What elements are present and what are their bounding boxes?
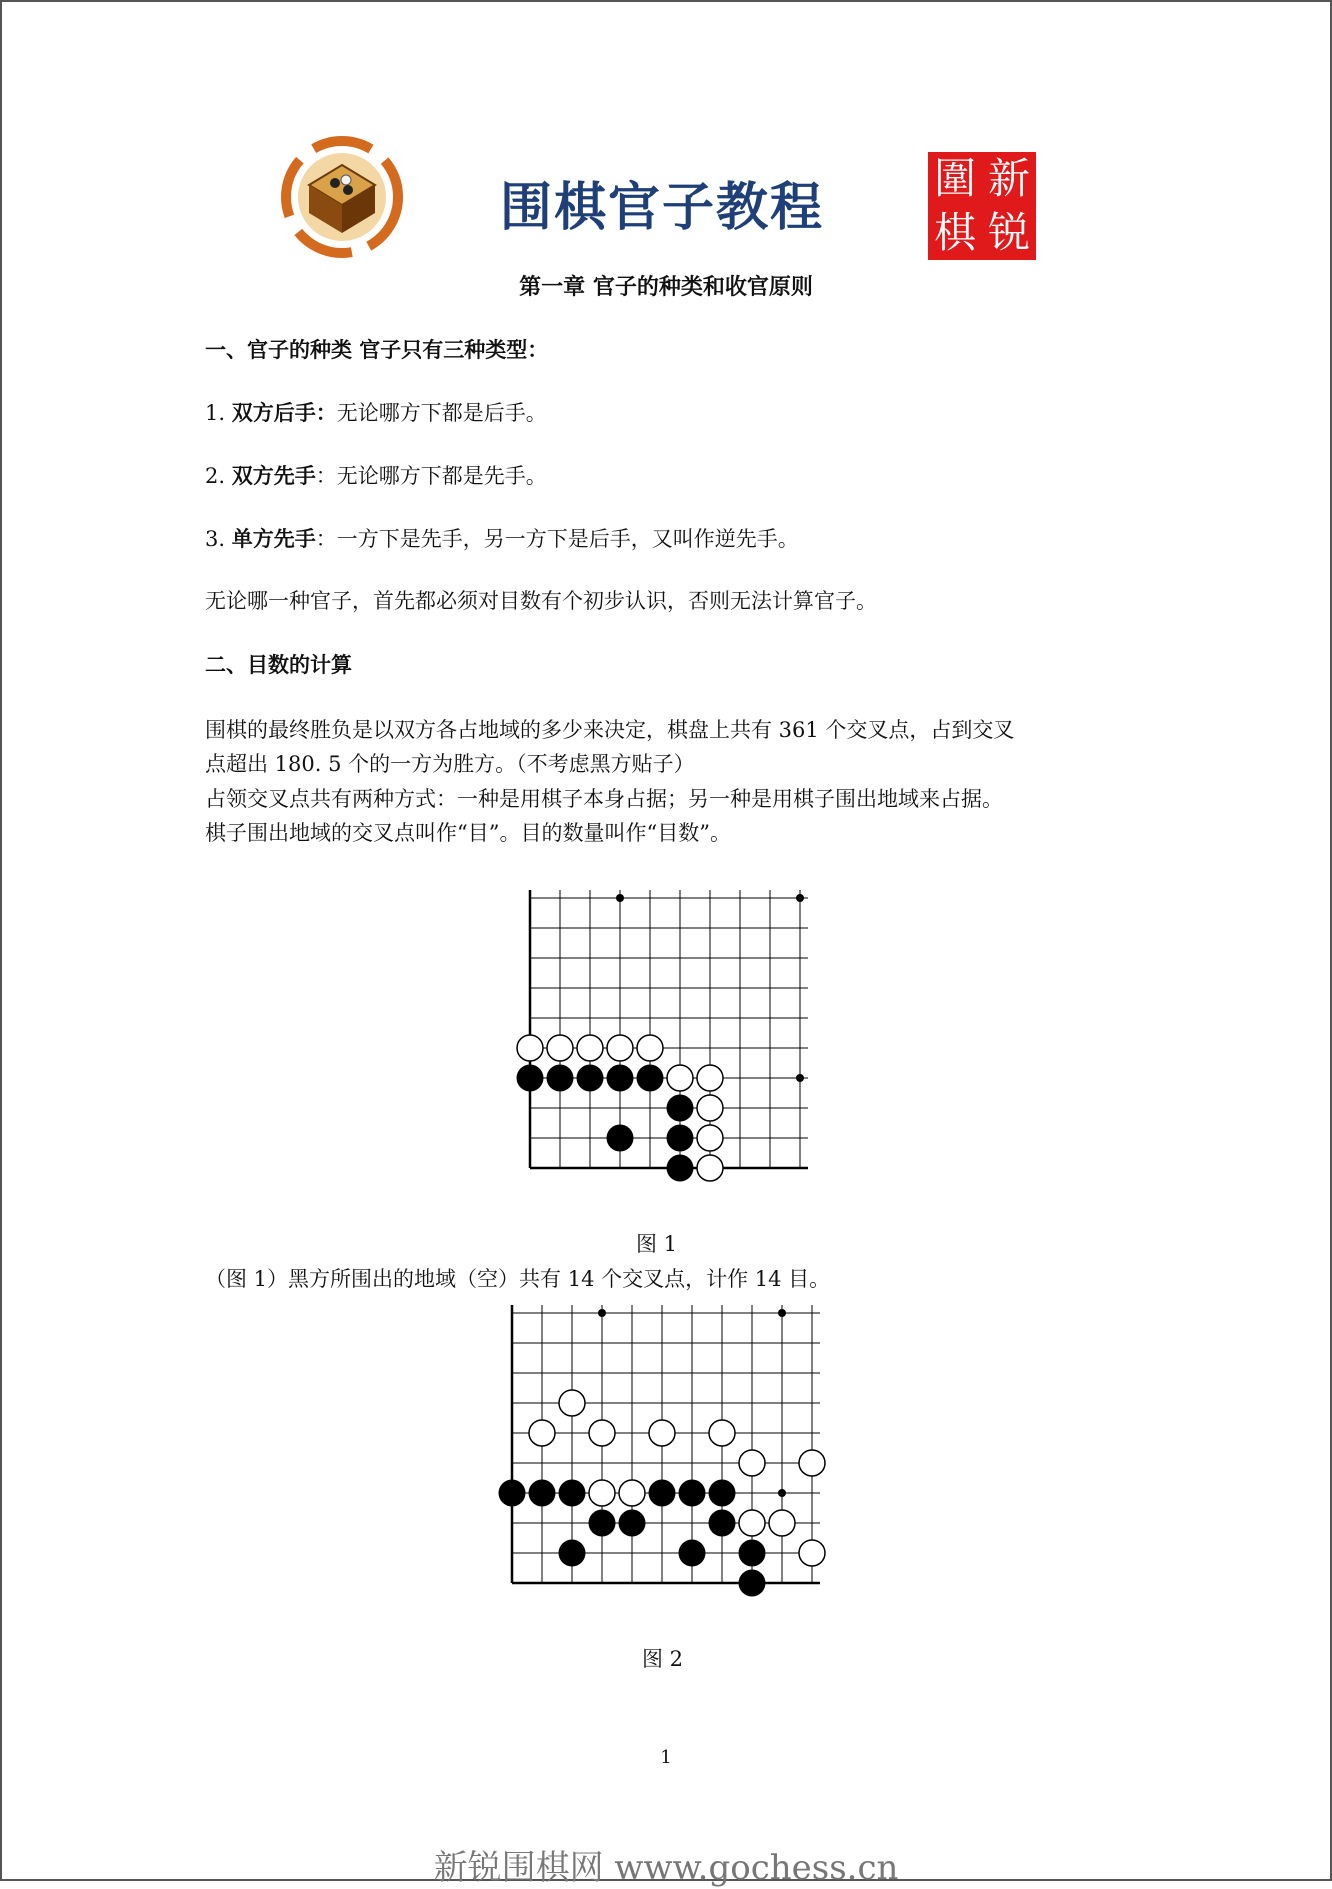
black-stone <box>667 1095 694 1122</box>
chapter-title: 第一章 官子的种类和收官原则 <box>519 274 813 300</box>
list-item: 3. 单方先手：一方下是先手，另一方下是后手，又叫作逆先手。 <box>205 526 799 551</box>
black-stone <box>739 1540 766 1567</box>
section1-heading: 一、官子的种类 官子只有三种类型： <box>205 337 549 362</box>
black-stone <box>559 1540 586 1567</box>
star-point <box>778 1489 786 1497</box>
go-diagram-2 <box>490 1295 850 1615</box>
paragraph-line: 围棋的最终胜负是以双方各占地域的多少来决定，棋盘上共有 361 个交叉点，占到交叉 <box>205 718 1015 742</box>
black-stone <box>529 1480 556 1507</box>
white-stone <box>709 1420 735 1446</box>
white-stone <box>697 1065 723 1091</box>
black-stone <box>709 1480 736 1507</box>
black-stone <box>547 1065 574 1092</box>
black-stone <box>607 1125 634 1152</box>
black-stone <box>667 1155 694 1182</box>
black-stone <box>679 1480 706 1507</box>
section1-note: 无论哪一种官子，首先都必须对目数有个初步认识，否则无法计算官子。 <box>205 589 877 613</box>
figure1-description: （图 1）黑方所围出的地域（空）共有 14 个交叉点，计作 14 目。 <box>205 1267 831 1291</box>
black-stone <box>667 1125 694 1152</box>
black-stone <box>589 1510 616 1537</box>
figure2-caption: 图 2 <box>642 1647 684 1671</box>
black-stone <box>637 1065 664 1092</box>
black-stone <box>559 1480 586 1507</box>
paragraph-line: 棋子围出地域的交叉点叫作“目”。目的数量叫作“目数”。 <box>205 821 731 845</box>
paragraph-line: 点超出 180. 5 个的一方为胜方。（不考虑黑方贴子） <box>205 752 695 776</box>
white-stone <box>577 1035 603 1061</box>
figure1-caption: 图 1 <box>636 1232 678 1256</box>
white-stone <box>619 1480 645 1506</box>
list-item: 1. 双方后手：无论哪方下都是后手。 <box>205 400 547 425</box>
white-stone <box>697 1095 723 1121</box>
white-stone <box>799 1540 825 1566</box>
white-stone <box>607 1035 633 1061</box>
footer-watermark: 新锐围棋网 www.gochess.cn <box>433 1848 899 1888</box>
white-stone <box>547 1035 573 1061</box>
star-point <box>778 1309 786 1317</box>
black-stone <box>739 1570 766 1597</box>
white-stone <box>739 1510 765 1536</box>
white-stone <box>697 1125 723 1151</box>
white-stone <box>517 1035 543 1061</box>
white-stone <box>589 1480 615 1506</box>
white-stone <box>799 1450 825 1476</box>
white-stone <box>667 1065 693 1091</box>
paragraph-line: 占领交叉点共有两种方式：一种是用棋子本身占据；另一种是用棋子围出地域来占据。 <box>205 787 1003 811</box>
star-point <box>598 1309 606 1317</box>
page-number: 1 <box>660 1747 672 1768</box>
black-stone <box>709 1510 736 1537</box>
white-stone <box>769 1510 795 1536</box>
white-stone <box>637 1035 663 1061</box>
list-item: 2. 双方先手：无论哪方下都是先手。 <box>205 463 547 488</box>
black-stone <box>499 1480 526 1507</box>
white-stone <box>589 1420 615 1446</box>
star-point <box>796 1074 804 1082</box>
seal-stamp: 新 圍 锐 棋 <box>928 152 1036 260</box>
black-stone <box>607 1065 634 1092</box>
black-stone <box>517 1065 544 1092</box>
white-stone <box>649 1420 675 1446</box>
black-stone <box>619 1510 646 1537</box>
black-stone <box>649 1480 676 1507</box>
white-stone <box>559 1390 585 1416</box>
white-stone <box>739 1450 765 1476</box>
go-diagram-1 <box>505 880 845 1200</box>
section2-heading: 二、目数的计算 <box>205 652 352 677</box>
black-stone <box>679 1540 706 1567</box>
white-stone <box>697 1155 723 1181</box>
white-stone <box>529 1420 555 1446</box>
logo <box>280 135 405 260</box>
page-title: 围棋官子教程 <box>500 178 825 238</box>
star-point <box>796 894 804 902</box>
black-stone <box>577 1065 604 1092</box>
star-point <box>616 894 624 902</box>
